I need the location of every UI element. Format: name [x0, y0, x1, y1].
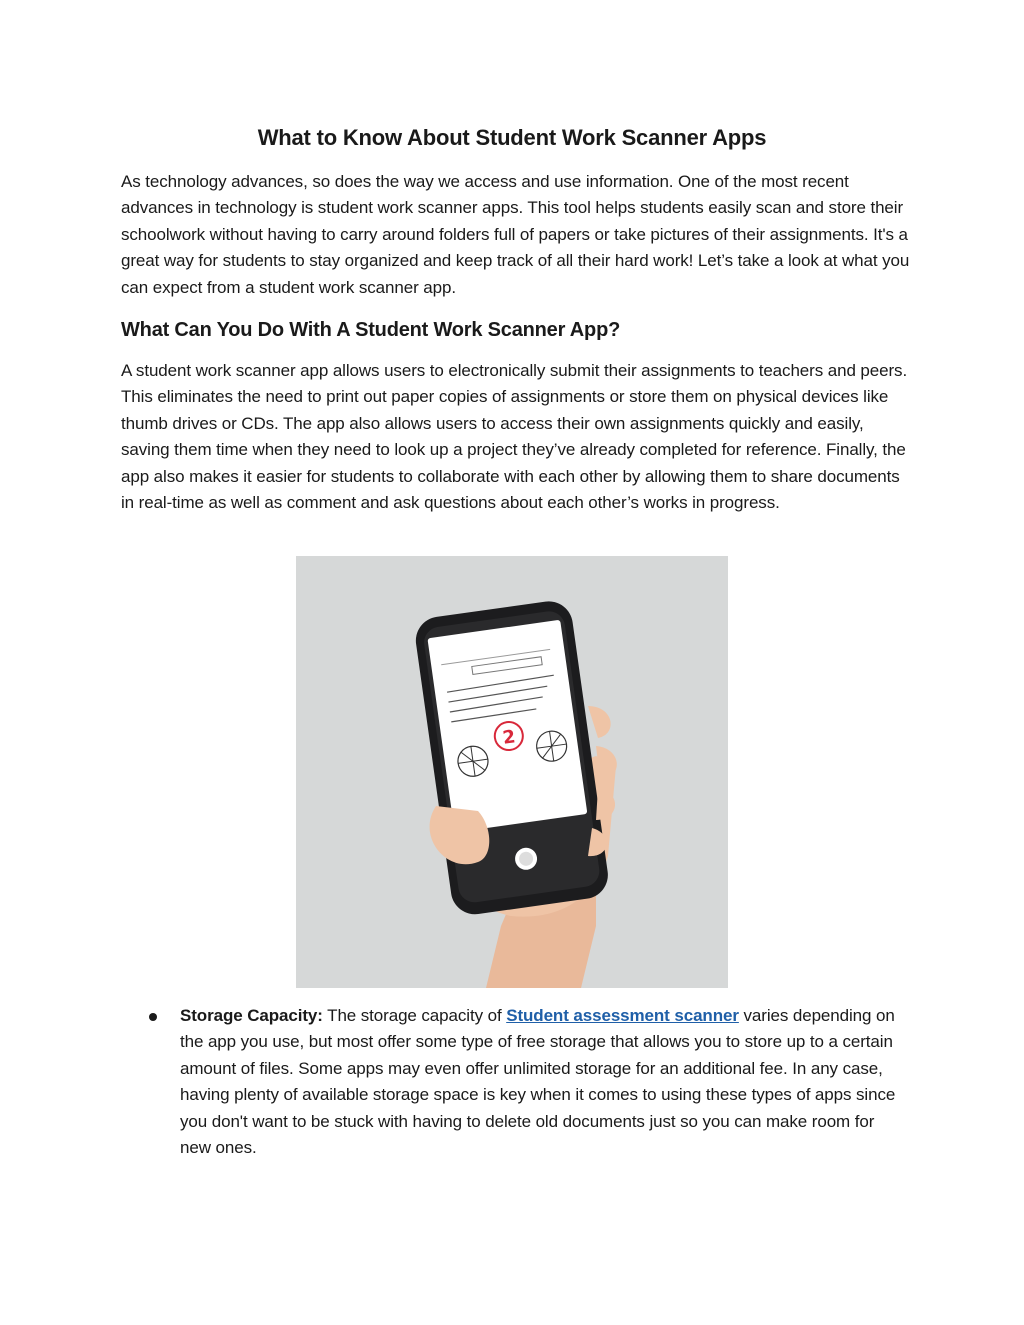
section-paragraph: A student work scanner app allows users to electronically submit their assignments to teachers and peers. This eliminates the need to print out paper copies of assignments or store them on physical devices like thumb drives or CDs. The app also allows users to access their own assignments quickly and easily, saving them time when they need to look up a project they’ve already completed for reference. Finally, the app also makes it easier for students to collaborate with each other by allowing them to share documents in real-time as well as comment and ask questions about each other’s works in progress.: [121, 361, 908, 513]
document-title: What to Know About Student Work Scanner Apps: [257, 125, 767, 150]
bullet-label: Storage Capacity:: [180, 1006, 323, 1025]
circled-number: 2: [501, 726, 517, 749]
section-heading: What Can You Do With A Student Work Scanner App?: [121, 319, 621, 341]
bullet-text-before-link: The storage capacity of: [322, 1006, 507, 1025]
bullet-text-after-link: varies depending on the app you use, but most offer some type of free storage that allows you to store up to a certain amount of files. Some apps may even offer unlimited storage for an additional fee. In any case, having plenty of available storage space is key when it comes to using these types of apps since you don't want to be stuck with having to delete old documents just so you can make room for new ones.: [180, 1006, 896, 1158]
student-assessment-scanner-link[interactable]: Student assessment scanner: [506, 1006, 739, 1025]
feature-list: [0, 1003, 1024, 1161]
bullet-icon: [149, 1013, 157, 1021]
intro-paragraph: As technology advances, so does the way we access and use information. One of the most recent advances in technology is student work scanner apps. This tool helps students easily scan and store their schoolwork without having to carry around folders full of papers or take pictures of their assignments. It's a great way for students to stay organized and keep track of all their hard work! Let’s take a look at what you can expect from a student work scanner app.: [121, 172, 910, 297]
hand-holding-phone-image: [296, 556, 728, 988]
list-item-storage-capacity: [0, 1003, 905, 1161]
